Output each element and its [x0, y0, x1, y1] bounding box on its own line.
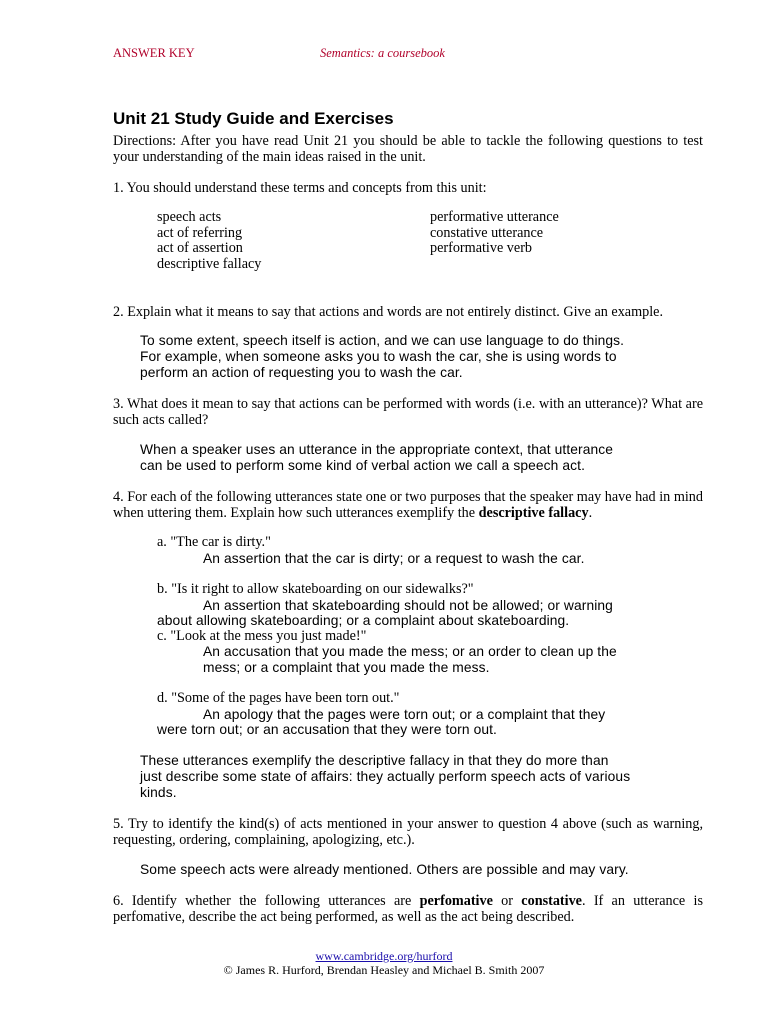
question-2: 2. Explain what it means to say that actions and words are not entirely distinct. Give an example.	[113, 304, 664, 320]
question-4	[113, 489, 703, 521]
question-4-text: 4. For each of the following utterances state one or two purposes that the speaker may have had in mind when uttering them. Explain how such utterances exemplify the	[113, 489, 703, 521]
answer-line: kinds.	[140, 785, 177, 800]
answer-2	[140, 333, 624, 381]
answer-line: For example, when someone asks you to wash the car, she is using words to	[140, 349, 617, 364]
utterance-a: a. "The car is dirty."	[157, 534, 271, 550]
answer-c-line-2: mess; or a complaint that you made the mess.	[203, 660, 490, 675]
term-descriptive-fallacy: descriptive fallacy	[478, 505, 589, 521]
answer-d-line-2: were torn out; or an accusation that they were torn out.	[157, 722, 497, 737]
answer-line: perform an action of requesting you to wash the car.	[140, 365, 463, 380]
question-5: 5. Try to identify the kind(s) of acts mentioned in your answer to question 4 above (such as warning, requesting, ordering, complaining, apologizing, etc.).	[113, 816, 703, 848]
term: act of assertion	[157, 240, 243, 256]
header-book-title: Semantics: a coursebook	[320, 46, 445, 60]
question-3: 3. What does it mean to say that actions can be performed with words (i.e. with an utterance)? What are such acts called?	[113, 396, 703, 428]
term: speech acts	[157, 209, 222, 225]
answer-3	[140, 442, 613, 474]
terms-right-list	[430, 210, 559, 257]
term-constative: constative	[521, 893, 582, 909]
term: performative utterance	[430, 209, 559, 225]
page-title: Unit 21 Study Guide and Exercises	[113, 109, 394, 128]
footer-link[interactable]: www.cambridge.org/hurford	[315, 949, 453, 963]
term: performative verb	[430, 240, 533, 256]
answer-c-line-1: An accusation that you made the mess; or an order to clean up the	[203, 644, 617, 659]
answer-d-line-1: An apology that the pages were torn out; or a complaint that they	[203, 707, 606, 722]
answer-a: An assertion that the car is dirty; or a request to wash the car.	[203, 551, 585, 566]
answer-line: To some extent, speech itself is action, and we can use language to do things.	[140, 333, 625, 348]
answer-line: These utterances exemplify the descriptive fallacy in that they do more than	[140, 753, 609, 768]
question-4-period: .	[588, 505, 593, 521]
term: act of referring	[157, 224, 243, 241]
directions-text: Directions: After you have read Unit 21 you should be able to tackle the following questions to test your understanding of the main ideas raised in the unit.	[113, 133, 703, 165]
terms-left-list	[157, 210, 261, 272]
answer-line: can be used to perform some kind of verbal action we call a speech act.	[140, 458, 586, 473]
term: descriptive fallacy	[157, 255, 262, 272]
utterance-b: b. "Is it right to allow skateboarding on our sidewalks?"	[157, 581, 474, 597]
answer-line: When a speaker uses an utterance in the appropriate context, that utterance	[140, 442, 614, 457]
question-6-rest: . If an utterance is perfomative, describe the act being performed, as well as the act being described.	[113, 893, 703, 925]
answer-4-summary	[140, 753, 630, 801]
answer-line: just describe some state of affairs: they actually perform speech acts of various	[140, 769, 631, 784]
question-6	[113, 893, 703, 925]
question-6-or: or	[492, 893, 522, 909]
header-left: ANSWER KEY	[113, 46, 195, 60]
answer-b-line-1: An assertion that skateboarding should not be allowed; or warning	[203, 598, 613, 613]
term-performative: perfomative	[419, 893, 493, 909]
answer-5: Some speech acts were already mentioned. Others are possible and may vary.	[140, 862, 629, 877]
footer-copyright: © James R. Hurford, Brendan Heasley and Michael B. Smith 2007	[223, 963, 545, 977]
utterance-d: d. "Some of the pages have been torn out."	[157, 690, 400, 706]
utterance-c: c. "Look at the mess you just made!"	[157, 628, 367, 644]
question-6-text: 6. Identify whether the following utterances are	[113, 893, 420, 909]
answer-b-line-2: about allowing skateboarding; or a complaint about skateboarding.	[157, 613, 570, 628]
question-1: 1. You should understand these terms and concepts from this unit:	[113, 180, 487, 196]
term: constative utterance	[430, 224, 544, 241]
